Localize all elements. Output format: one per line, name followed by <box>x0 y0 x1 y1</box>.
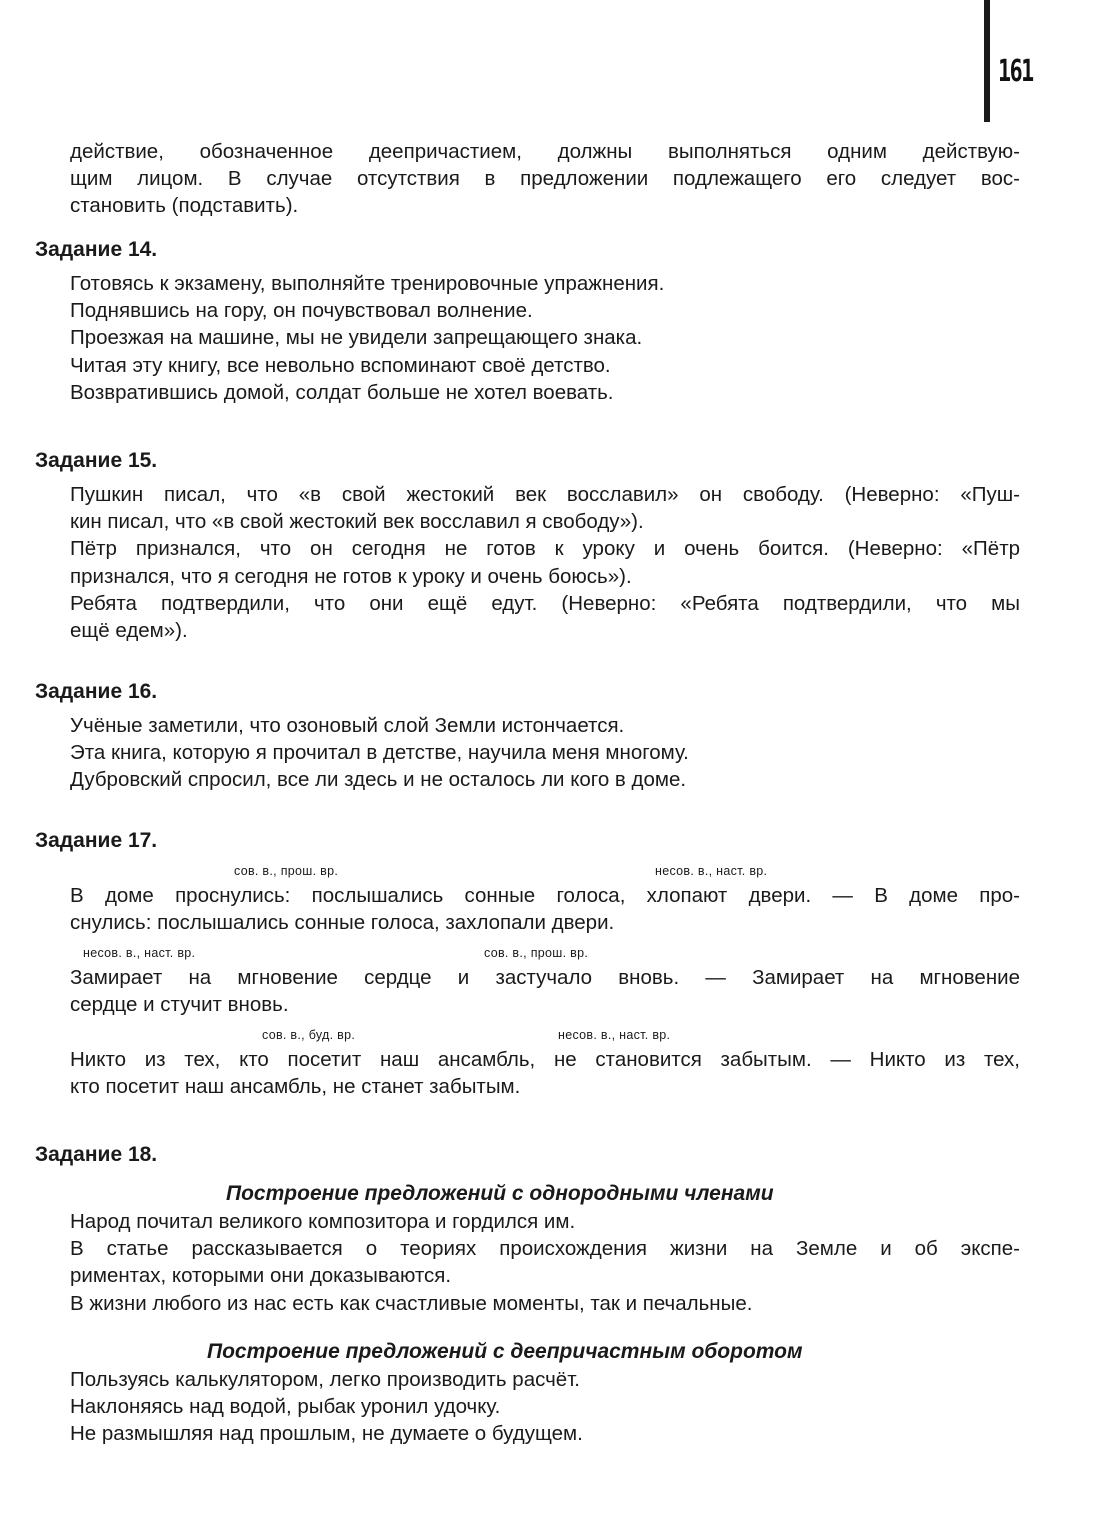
text-line: ещё едем»). <box>70 619 188 643</box>
task17-example-3 <box>70 1046 1020 1100</box>
text-line: Готовясь к экзамену, выполняйте тренировочные упражнения. <box>70 272 665 295</box>
text-line: кто посетит наш ансамбль, не станет забытым. <box>70 1075 521 1099</box>
text-line: Замирает на мгновение сердце и застучало вновь. — Замирает на мгновение <box>70 966 1020 989</box>
text-line: Наклоняясь над водой, рыбак уронил удочку. <box>70 1395 501 1419</box>
text-line: В доме проснулись: послышались сонные голоса, хлопают двери. — В доме про- <box>70 884 1020 907</box>
task16-body <box>70 712 1020 794</box>
task16-heading: Задание 16. <box>35 680 158 703</box>
text-line: Пушкин писал, что «в свой жестокий век восславил» он свободу. (Неверно: «Пуш- <box>70 483 1020 506</box>
text-line: Читая эту книгу, все невольно вспоминают своё детство. <box>70 353 611 377</box>
task18-subheading-2: Построение предложений с деепричастным оборотом <box>207 1340 803 1363</box>
text-line: Ребята подтвердили, что они ещё едут. (Неверно: «Ребята подтвердили, что мы <box>70 591 1020 615</box>
grammar-note: сов. в., прош. вр. <box>234 864 339 878</box>
task15-heading: Задание 15. <box>35 449 158 472</box>
text-line: кин писал, что «в свой жестокий век восславил я свободу»). <box>70 510 644 534</box>
text-line: Поднявшись на гору, он почувствовал волнение. <box>70 299 533 323</box>
task14-heading: Задание 14. <box>35 238 158 261</box>
text-line: Пользуясь калькулятором, легко производить расчёт. <box>70 1368 581 1391</box>
task17-example-1 <box>70 882 1020 936</box>
grammar-note: несов. в., наст. вр. <box>558 1028 671 1042</box>
text-line: Народ почитал великого композитора и гордился им. <box>70 1210 576 1233</box>
grammar-note: сов. в., буд. вр. <box>262 1028 356 1042</box>
text-line: В статье рассказывается о теориях происхождения жизни на Земле и об экспе- <box>70 1237 1020 1261</box>
text-line: Дубровский спросил, все ли здесь и не осталось ли кого в доме. <box>70 768 687 792</box>
text-line: щим лицом. В случае отсутствия в предложении подлежащего его следует вос- <box>70 167 1020 191</box>
text-line: сердце и стучит вновь. <box>70 993 289 1017</box>
task18-body-2 <box>70 1366 1020 1448</box>
task15-body <box>70 481 1020 644</box>
text-line: становить (подставить). <box>70 194 299 218</box>
text-line: Проезжая на машине, мы не увидели запрещающего знака. <box>70 326 643 350</box>
intro-paragraph <box>70 138 1020 220</box>
grammar-note: сов. в., прош. вр. <box>484 946 589 960</box>
page-number: 161 <box>998 54 1033 89</box>
task18-heading: Задание 18. <box>35 1143 158 1166</box>
text-line: риментах, которыми они доказываются. <box>70 1264 452 1288</box>
text-line: Никто из тех, кто посетит наш ансамбль, не становится забытым. — Никто из тех, <box>70 1048 1020 1071</box>
page-edge-bar <box>984 0 990 122</box>
task17-heading: Задание 17. <box>35 829 158 852</box>
task18-subheading-1: Построение предложений с однородными членами <box>226 1182 774 1205</box>
text-line: Возвратившись домой, солдат больше не хотел воевать. <box>70 380 614 404</box>
task17-example-2 <box>70 964 1020 1018</box>
text-line: снулись: послышались сонные голоса, захлопали двери. <box>70 911 615 935</box>
text-line: Пётр признался, что он сегодня не готов к уроку и очень боится. (Неверно: «Пётр <box>70 537 1020 561</box>
text-line: признался, что я сегодня не готов к уроку и очень боюсь»). <box>70 564 632 588</box>
text-line: действие, обозначенное деепричастием, должны выполняться одним действую- <box>70 140 1020 163</box>
task18-body-1 <box>70 1208 1020 1317</box>
text-line: Не размышляя над прошлым, не думаете о будущем. <box>70 1422 583 1446</box>
grammar-note: несов. в., наст. вр. <box>83 946 196 960</box>
task14-body <box>70 270 1020 406</box>
text-line: Учёные заметили, что озоновый слой Земли истончается. <box>70 714 625 737</box>
text-line: Эта книга, которую я прочитал в детстве, научила меня многому. <box>70 741 689 765</box>
text-line: В жизни любого из нас есть как счастливые моменты, так и печальные. <box>70 1291 753 1315</box>
grammar-note: несов. в., наст. вр. <box>655 864 768 878</box>
